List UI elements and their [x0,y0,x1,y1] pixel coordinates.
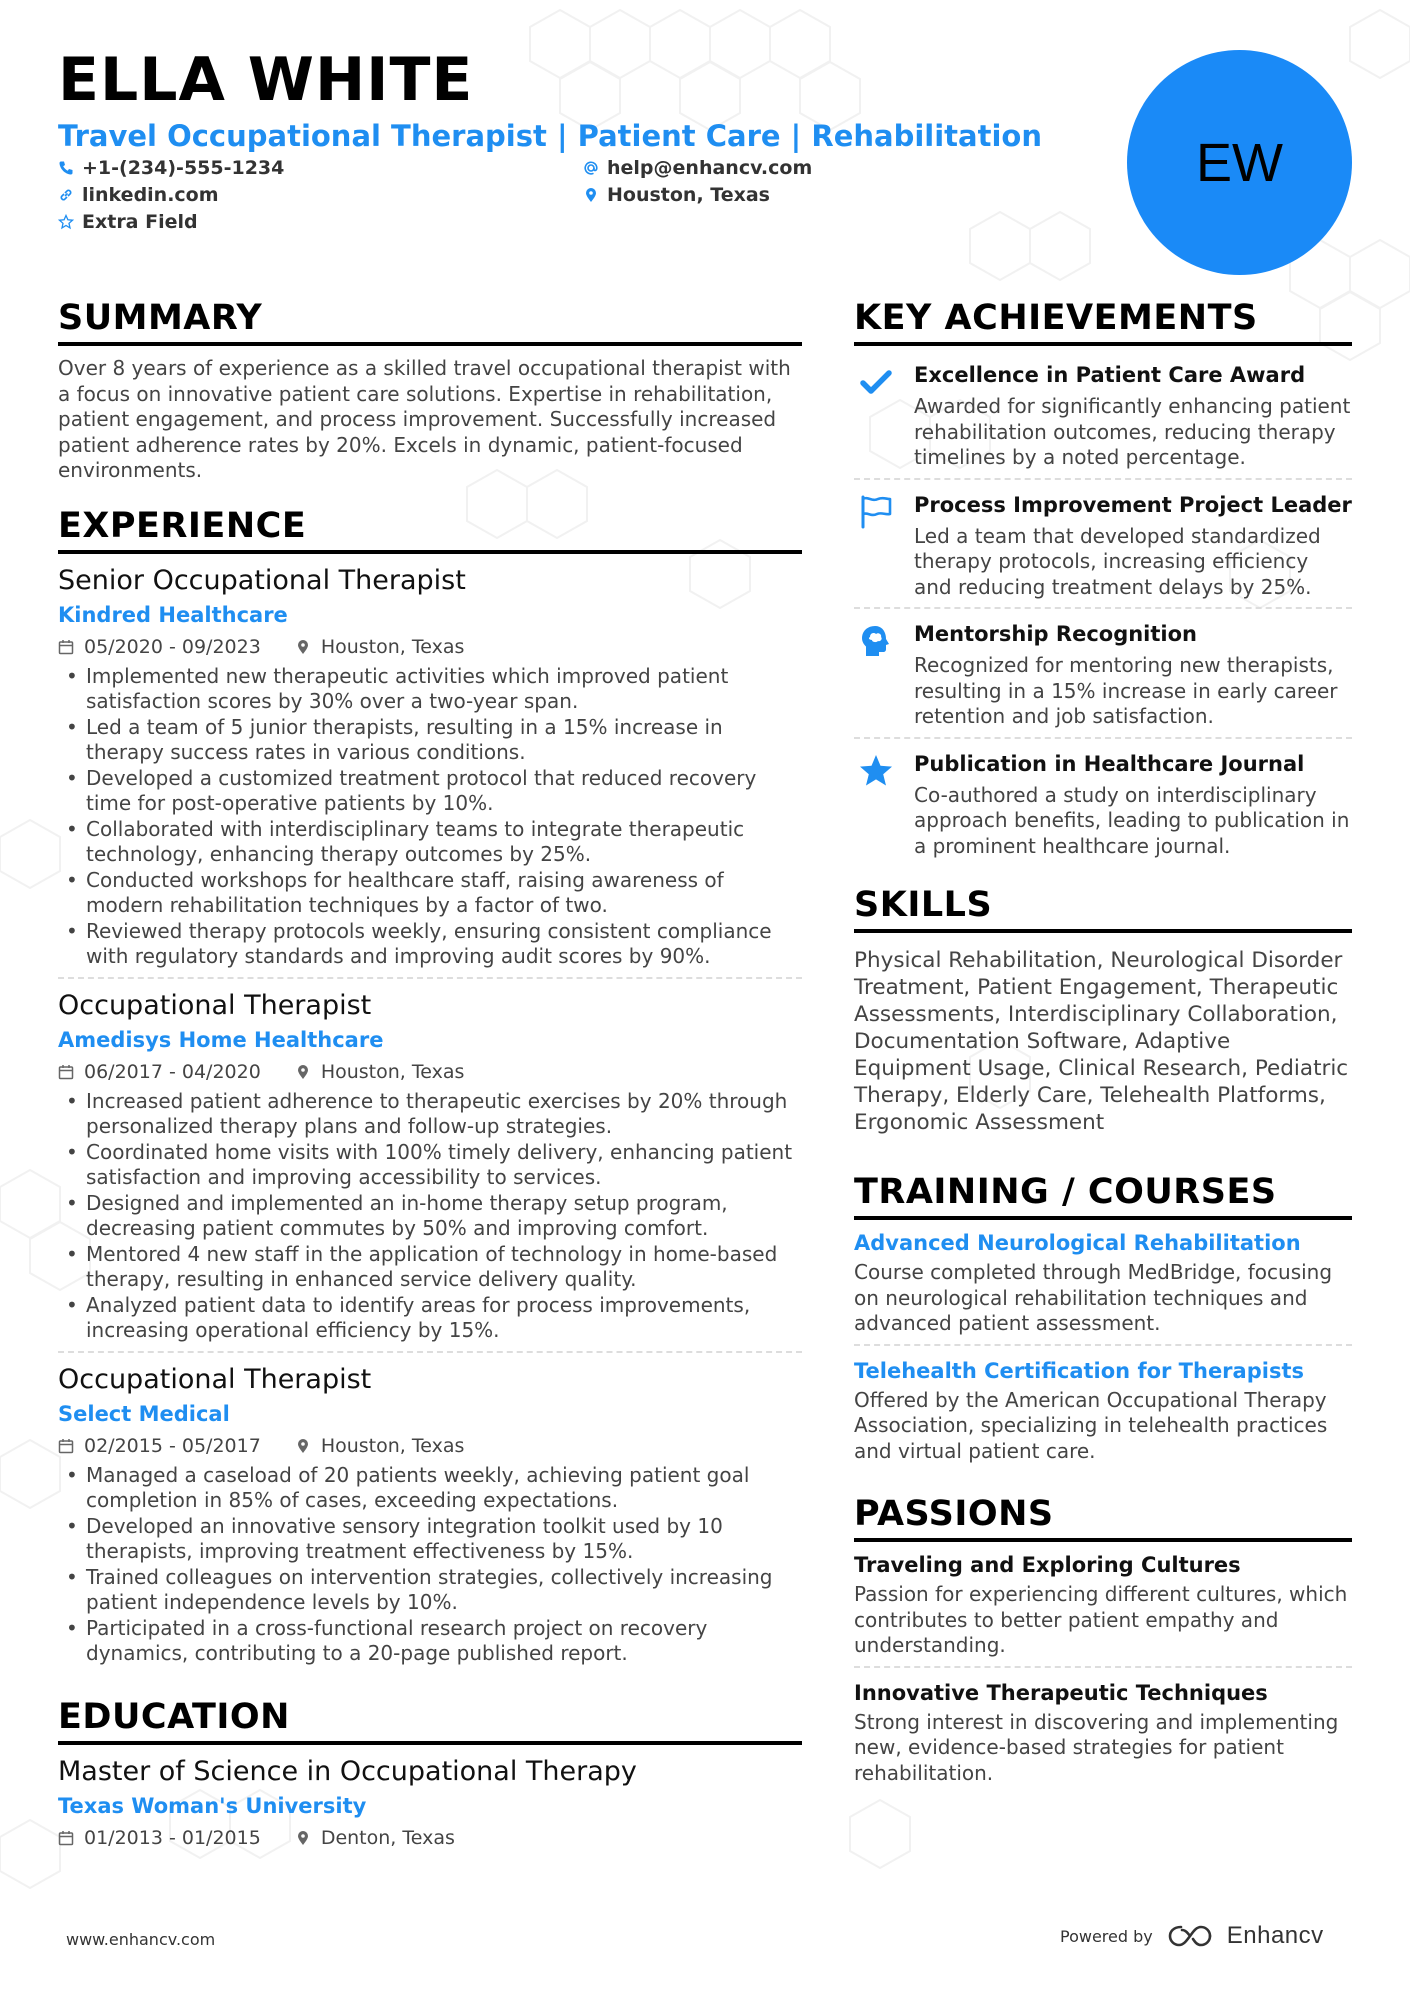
passions-heading: PASSIONS [854,1492,1352,1542]
calendar-icon [58,639,74,655]
skills-text: Physical Rehabilitation, Neurological Disorder Treatment, Patient Engagement, Therapeutic Assessments, Interdisciplinary Collaboration, Documentation Software, Adaptive Equipment Usage, Clinical Research, Pediatric Therapy, Elderly Care, Telehealth Platforms, Ergonomic Assessment [854,948,1349,1135]
job-bullet: • Participated in a cross-functional research project on recovery dynamics, contributing to a 20-page published report. [58,1616,802,1667]
job-dates: 06/2017 - 04/2020 [84,1060,261,1083]
flag-icon [858,494,894,530]
job-bullet: • Developed an innovative sensory integration toolkit used by 10 therapists, improving treatment effectiveness by 15%. [58,1514,802,1565]
contact-location [583,182,770,208]
experience-entry [58,989,802,1353]
achievement-item [854,619,1352,730]
achievement-desc: Co-authored a study on interdisciplinary approach benefits, leading to publication in a prominent healthcare journal. [914,782,1350,858]
passion-item [854,1678,1352,1787]
job-title: Senior Occupational Therapist [58,564,466,596]
achievement-title: Excellence in Patient Care Award [914,363,1306,387]
job-title: Occupational Therapist [58,1363,372,1395]
job-company: Kindred Healthcare [58,602,288,627]
job-bullet: • Managed a caseload of 20 patients weekly, achieving patient goal completion in 85% of cases, exceeding expectations. [58,1463,802,1514]
footer-website-link[interactable]: www.enhancv.com [66,1930,216,1949]
summary-text: Over 8 years of experience as a skilled travel occupational therapist with a focus on innovative patient care solutions. Expertise in rehabilitation, patient engagement, and process improvement. Successfully increased patient adherence rates by 20%. Excels in dynamic, patient-focused environments. [58,356,791,482]
location-pin-icon [295,1830,311,1846]
entry-divider [854,478,1352,480]
job-bullet: • Analyzed patient data to identify areas for process improvements, increasing operational efficiency by 15%. [58,1293,802,1344]
left-column [58,296,802,1851]
achievement-desc: Recognized for mentoring new therapists, resulting in a 15% increase in early career retention and job satisfaction. [914,653,1338,728]
job-bullet: • Developed a customized treatment protocol that reduced recovery time for post-operative patients by 10%. [58,766,802,817]
job-title: Occupational Therapist [58,989,372,1021]
passion-item [854,1550,1352,1659]
passion-title: Innovative Therapeutic Techniques [854,1680,1268,1705]
achievement-title: Process Improvement Project Leader [914,492,1352,517]
candidate-name: ELLA WHITE [58,45,474,115]
experience-entry [58,564,802,979]
job-meta [58,634,802,660]
contact-email[interactable] [583,155,812,181]
course-desc: Course completed through MedBridge, focusing on neurological rehabilitation techniques and advanced patient assessment. [854,1260,1333,1335]
candidate-headline: Travel Occupational Therapist | Patient Care | Rehabilitation [58,119,1042,153]
education-meta [58,1825,802,1851]
job-company: Select Medical [58,1401,230,1426]
calendar-icon [58,1438,74,1454]
job-bullet: • Reviewed therapy protocols weekly, ensuring consistent compliance with regulatory standards and improving audit scores by 90%. [58,919,802,970]
course-item [854,1228,1352,1337]
entry-divider [854,1666,1352,1668]
job-location-text: Houston, Texas [320,1060,465,1083]
job-location [295,634,465,660]
course-desc: Offered by the American Occupational Therapy Association, specializing in telehealth practices and virtual patient care. [854,1387,1328,1463]
achievements-heading: KEY ACHIEVEMENTS [854,296,1352,346]
head-brain-icon [858,623,894,659]
job-dates: 05/2020 - 09/2023 [84,635,261,658]
contact-linkedin[interactable] [58,182,219,208]
email-text: help@enhancv.com [607,157,813,179]
location-pin-icon [295,1064,311,1080]
contact-phone[interactable] [58,155,284,181]
location-pin-icon [295,639,311,655]
achievement-desc: Led a team that developed standardized therapy protocols, increasing efficiency and reducing treatment delays by 25%. [914,523,1321,599]
location-pin-icon [295,1438,311,1454]
entry-divider [58,1351,802,1353]
achievement-item [854,749,1352,860]
brand-name: Enhancv [1226,1922,1324,1949]
avatar: EW [1127,50,1352,275]
education-dates: 01/2013 - 01/2015 [84,1826,261,1849]
job-location-text: Houston, Texas [320,635,465,658]
course-title: Telehealth Certification for Therapists [854,1358,1304,1383]
job-meta [58,1433,802,1459]
job-bullets [58,1089,802,1344]
job-meta [58,1059,802,1085]
calendar-icon [58,1830,74,1846]
job-company: Amedisys Home Healthcare [58,1027,384,1052]
entry-divider [58,977,802,979]
right-column [854,296,1352,1786]
phone-text: +1-(234)-555-1234 [82,157,285,179]
job-bullet: • Implemented new therapeutic activities which improved patient satisfaction scores by 30% over a two-year span. [58,664,802,715]
achievement-desc: Awarded for significantly enhancing patient rehabilitation outcomes, reducing therapy timelines by a noted percentage. [914,394,1351,469]
achievement-item [854,490,1352,601]
extra-field-text: Extra Field [82,211,198,233]
contact-extra-field [58,209,198,235]
job-bullets [58,664,802,970]
skills-heading: SKILLS [854,883,1352,933]
powered-by-label: Powered by [1060,1926,1153,1946]
education-entry [58,1755,802,1851]
experience-heading: EXPERIENCE [58,504,802,554]
education-location [295,1825,455,1851]
link-icon [58,187,74,203]
school-name: Texas Woman's University [58,1793,367,1818]
job-location [295,1059,465,1085]
job-bullets [58,1463,802,1667]
job-bullet: • Designed and implemented an in-home therapy setup program, decreasing patient commutes by 50% and improving comfort. [58,1191,802,1242]
checkmark-icon [858,364,894,400]
phone-icon [58,160,74,176]
job-bullet: • Coordinated home visits with 100% timely delivery, enhancing patient satisfaction and improving accessibility to services. [58,1140,802,1191]
course-item [854,1356,1352,1465]
star-outline-icon [58,214,74,230]
linkedin-text: linkedin.com [82,184,219,206]
job-bullet: • Mentored 4 new staff in the application of technology in home-based therapy, resulting in enhanced service delivery quality. [58,1242,802,1293]
entry-divider [854,607,1352,609]
footer-branding[interactable] [1060,1922,1324,1950]
summary-heading: SUMMARY [58,296,802,346]
education-heading: EDUCATION [58,1695,802,1745]
at-sign-icon [583,160,599,176]
job-bullet: • Led a team of 5 junior therapists, resulting in a 15% increase in therapy success rates in various conditions. [58,715,802,766]
star-icon [858,753,894,789]
experience-entry [58,1363,802,1667]
passion-title: Traveling and Exploring Cultures [854,1553,1241,1577]
location-text: Houston, Texas [607,184,770,206]
job-dates: 02/2015 - 05/2017 [84,1434,261,1457]
enhancv-logo-icon [1167,1923,1213,1949]
job-bullet: • Trained colleagues on intervention strategies, collectively increasing patient independence levels by 10%. [58,1565,802,1616]
job-bullet: • Conducted workshops for healthcare staff, raising awareness of modern rehabilitation techniques by a factor of two. [58,868,802,919]
achievement-title: Mentorship Recognition [914,622,1197,646]
job-location-text: Houston, Texas [320,1434,465,1457]
course-title: Advanced Neurological Rehabilitation [854,1231,1301,1255]
passion-desc: Passion for experiencing different cultures, which contributes to better patient empathy and understanding. [854,1582,1348,1657]
job-bullet: • Increased patient adherence to therapeutic exercises by 20% through personalized therapy plans and follow-up strategies. [58,1089,802,1140]
achievement-item [854,360,1352,471]
calendar-icon [58,1064,74,1080]
job-location [295,1433,465,1459]
achievement-title: Publication in Healthcare Journal [914,751,1305,776]
training-heading: TRAINING / COURSES [854,1170,1352,1220]
passion-desc: Strong interest in discovering and implementing new, evidence-based strategies for patient rehabilitation. [854,1709,1339,1785]
location-pin-icon [583,187,599,203]
entry-divider [854,737,1352,739]
job-bullet: • Collaborated with interdisciplinary teams to integrate therapeutic technology, enhancing therapy outcomes by 25%. [58,817,802,868]
degree-title: Master of Science in Occupational Therapy [58,1755,637,1787]
education-location-text: Denton, Texas [320,1826,455,1849]
entry-divider [854,1344,1352,1346]
